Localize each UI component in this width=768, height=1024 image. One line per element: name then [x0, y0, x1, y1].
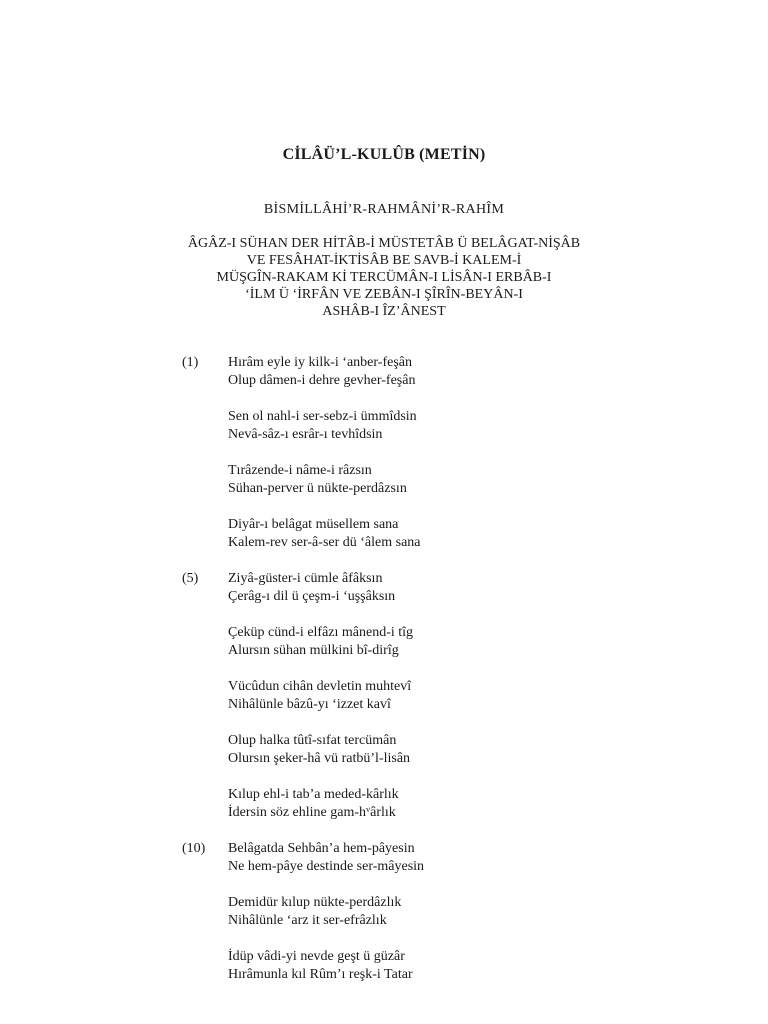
verse-line: İdersin söz ehline gam-hᵛârlık — [228, 805, 396, 820]
couplet — [182, 408, 582, 462]
couplet-number: (10) — [182, 841, 206, 856]
verse-line: Nevâ-sâz-ı esrâr-ı tevhîdsin — [228, 427, 383, 442]
verse-line: Hırâm eyle iy kilk-i ‘anber-feşân — [228, 355, 412, 370]
couplet — [182, 624, 582, 678]
verse-line: Nihâlünle ‘arz it ser-efrâzlık — [228, 913, 387, 928]
page-title: CİLÂÜ’L-KULÛB (METİN) — [282, 146, 486, 163]
verse-line: Ne hem-pâye destinde ser-mâyesin — [228, 859, 425, 874]
couplet — [182, 732, 582, 786]
intro-block — [0, 235, 768, 320]
intro-line: MÜŞGÎN-RAKAM Kİ TERCÜMÂN-I LİSÂN-I ERBÂB-I — [216, 270, 552, 285]
verse-line: Olup halka tûtî-sıfat tercümân — [228, 733, 397, 748]
verse-line: Diyâr-ı belâgat müsellem sana — [228, 517, 399, 532]
basmala-heading: BİSMİLLÂHİ’R-RAHMÂNİ’R-RAHÎM — [263, 202, 505, 217]
verse-line: Olursın şeker-hâ vü ratbü’l-lisân — [228, 751, 411, 766]
intro-line: ASHÂB-I ÎZ’ÂNEST — [322, 304, 446, 319]
poem-body — [182, 354, 582, 1002]
couplet-number: (1) — [182, 355, 199, 370]
intro-line: ‘İLM Ü ‘İRFÂN VE ZEBÂN-I ŞÎRÎN-BEYÂN-I — [245, 287, 523, 302]
verse-line: Kılup ehl-i tab’a meded-kârlık — [228, 787, 399, 802]
verse-line: Olup dâmen-i dehre gevher-feşân — [228, 373, 416, 388]
verse-line: Hırâmunla kıl Rûm’ı reşk-i Tatar — [228, 967, 413, 982]
verse-line: Çerâg-ı dil ü çeşm-i ‘uşşâksın — [228, 589, 396, 604]
verse-line: Nihâlünle bâzû-yı ‘izzet kavî — [228, 697, 391, 712]
couplet — [182, 894, 582, 948]
verse-line: Ziyâ-güster-i cümle âfâksın — [228, 571, 383, 586]
verse-line: Belâgatda Sehbân’a hem-pâyesin — [228, 841, 415, 856]
verse-line: Kalem-rev ser-â-ser dü ‘âlem sana — [228, 535, 421, 550]
verse-line: Vücûdun cihân devletin muhtevî — [228, 679, 412, 694]
couplet — [182, 354, 582, 408]
verse-line: Tırâzende-i nâme-i râzsın — [228, 463, 372, 478]
couplet — [182, 948, 582, 1002]
couplet — [182, 462, 582, 516]
verse-line: Çeküp cünd-i elfâzı mânend-i tîg — [228, 625, 414, 640]
verse-line: İdüp vâdi-yi nevde geşt ü güzâr — [228, 949, 405, 964]
verse-line: Alursın sühan mülkini bî-dirîg — [228, 643, 399, 658]
verse-line: Sen ol nahl-i ser-sebz-i ümmîdsin — [228, 409, 417, 424]
verse-line: Demidür kılup nükte-perdâzlık — [228, 895, 402, 910]
couplet — [182, 516, 582, 570]
couplet — [182, 570, 582, 624]
couplet — [182, 678, 582, 732]
couplet-number: (5) — [182, 571, 199, 586]
intro-line: VE FESÂHAT-İKTİSÂB BE SAVB-İ KALEM-İ — [246, 253, 522, 268]
intro-line: ÂGÂZ-I SÜHAN DER HİTÂB-İ MÜSTETÂB Ü BELÂGAT-NİŞÂB — [187, 236, 581, 251]
verse-line: Sühan-perver ü nükte-perdâzsın — [228, 481, 407, 496]
couplet — [182, 786, 582, 840]
couplet — [182, 840, 582, 894]
